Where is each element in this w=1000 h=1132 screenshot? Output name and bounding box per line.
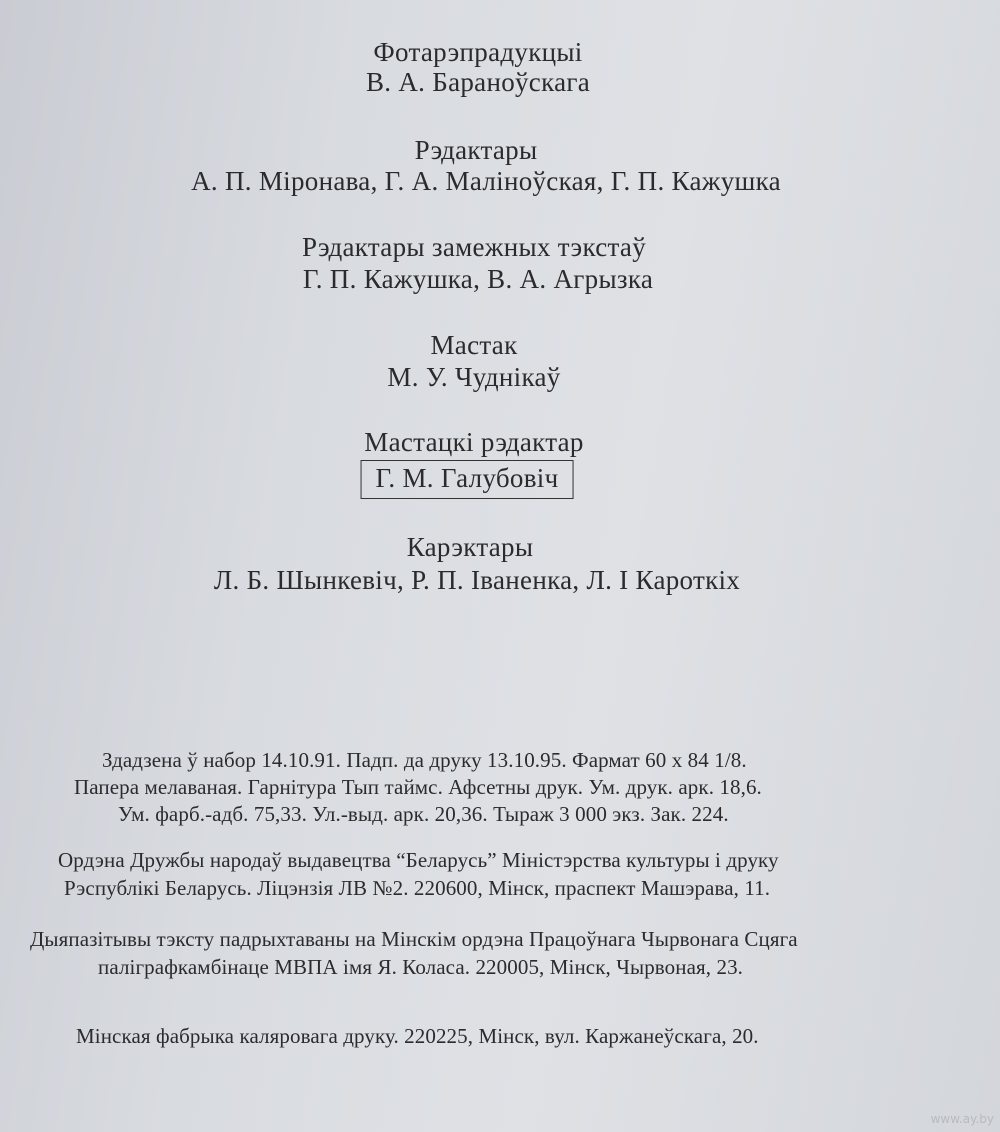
imprint-printer-line: Мінская фабрыка каляровага друку. 220225, Мінск, вул. Каржанеўскага, 20. bbox=[76, 1024, 759, 1048]
imprint-publisher-line-2: Рэспублікі Беларусь. Ліцэнзія ЛВ №2. 220600, Мінск, праспект Машэрава, 11. bbox=[64, 876, 771, 900]
credit-names-photo: В. А. Бараноўскага bbox=[365, 67, 591, 97]
imprint-production-line-1: Здадзена ў набор 14.10.91. Падп. да друку 13.10.95. Фармат 60 х 84 1/8. bbox=[102, 748, 747, 772]
credit-names-art-editor: Г. М. Галубовіч bbox=[361, 460, 574, 499]
imprint-publisher-line-1: Ордэна Дружбы народаў выдавецтва “Беларусь” Міністэрства культуры і друку bbox=[58, 848, 779, 872]
credit-role-artist: Мастак bbox=[430, 330, 518, 360]
credit-role-editors: Рэдактары bbox=[414, 135, 538, 165]
credit-names-artist: М. У. Чуднікаў bbox=[387, 362, 561, 392]
credit-role-foreign-editors: Рэдактары замежных тэкстаў bbox=[302, 232, 646, 262]
credit-names-proofreaders: Л. Б. Шынкевіч, Р. П. Іваненка, Л. І Кароткіх bbox=[213, 565, 741, 595]
imprint-production-line-2: Папера мелаваная. Гарнітура Тып таймс. Афсетны друк. Ум. друк. арк. 18,6. bbox=[74, 775, 762, 799]
watermark-text: www.ay.by bbox=[930, 1112, 994, 1126]
credit-names-editors: А. П. Міронава, Г. А. Маліноўская, Г. П. Кажушка bbox=[191, 166, 781, 196]
imprint-typesetting-line-2: паліграфкамбінаце МВПА імя Я. Коласа. 220005, Мінск, Чырвоная, 23. bbox=[98, 955, 744, 979]
imprint-typesetting-line-1: Дыяпазітывы тэксту падрыхтаваны на Мінскім ордэна Працоўнага Чырвонага Сцяга bbox=[30, 927, 798, 951]
credit-role-art-editor: Мастацкі рэдактар bbox=[364, 427, 584, 457]
credit-role-proofreaders: Карэктары bbox=[406, 532, 534, 562]
credit-names-foreign-editors: Г. П. Кажушка, В. А. Агрызка bbox=[302, 264, 654, 294]
imprint-production-line-3: Ум. фарб.-адб. 75,33. Ул.-выд. арк. 20,36. Тыраж 3 000 экз. Зак. 224. bbox=[118, 802, 729, 826]
credit-role-photo: Фотарэпрадукцыі bbox=[373, 37, 583, 67]
